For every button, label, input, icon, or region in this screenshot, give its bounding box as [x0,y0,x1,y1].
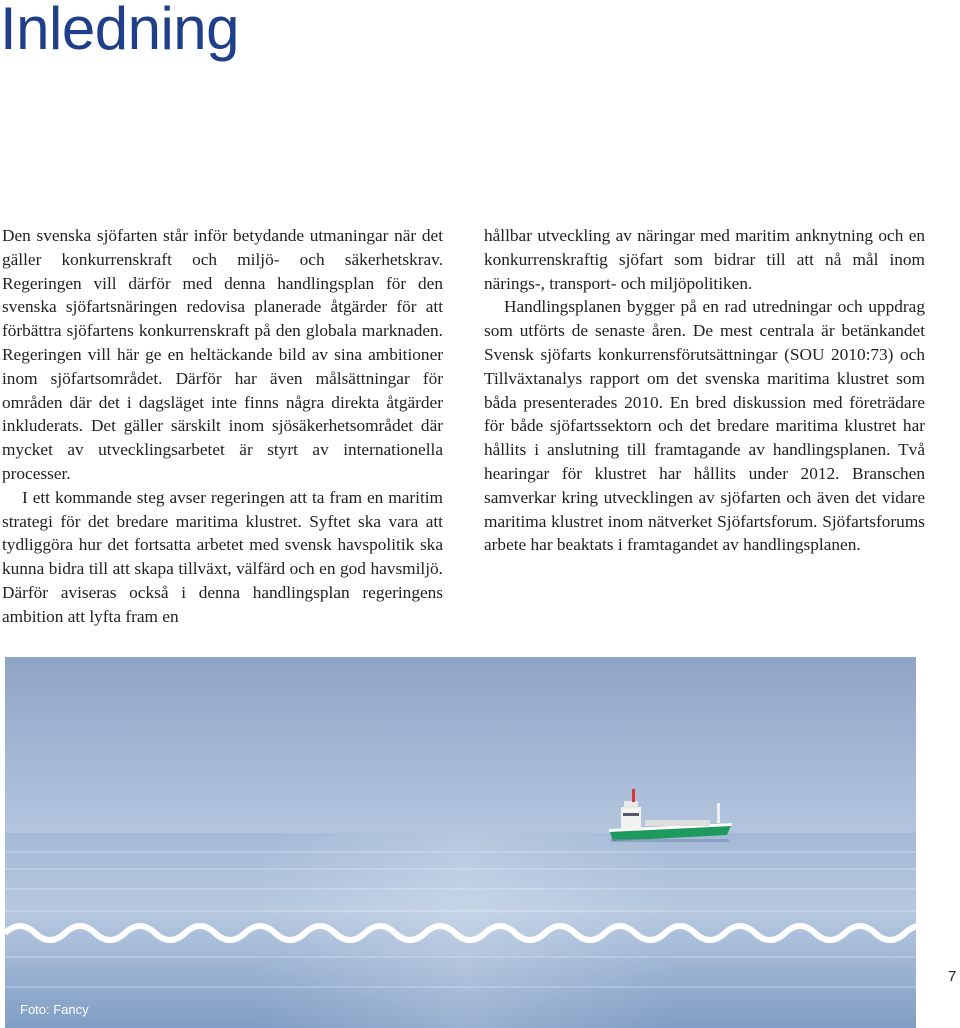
photo-credit: Foto: Fancy [20,1002,89,1017]
paragraph: Den svenska sjöfarten står inför betydande utmaningar när det gäller konkurrenskraft och miljö- och säkerhetskrav. Regeringen vill därför med denna handlingsplan för den svenska sjöfartsnäringen redovisa planerade åtgärder för att förbättra sjöfartens konkurrenskraft på den globala marknaden. Regeringen vill här ge en heltäckande bild av sina ambitioner inom sjöfartsområdet. Därför har även målsättningar för områden där det i dagsläget inte finns några direkta åtgärder inkluderats. Det gäller särskilt inom sjösäkerhetsområdet där mycket av utvecklingsarbetet är styrt av internationella processer. [2,226,443,483]
sea-ship-photo [5,657,916,1028]
left-text-column [2,224,443,629]
sky [5,657,916,833]
paragraph: Handlingsplanen bygger på en rad utredningar och uppdrag som utförts de senaste åren. De mest centrala är betänkandet Svensk sjöfarts konkurrensförutsättningar (SOU 2010:73) och Tillväxtanalys rapport om det svenska maritima klustret som båda presenterades 2010. En bred diskussion med företrädare för både sjöfartssektorn och det bredare maritima klustret har hållits i anslutning till framtagande av handlingsplanen. Två hearingar för klustret har hållits under 2012. Branschen samverkar kring utvecklingen av sjöfarten och även det vidare maritima klustret inom nätverket Sjöfartsforum. Sjöfartsforums arbete har beaktats i framtagandet av handlingsplanen. [484,297,925,555]
ship-at-sea-illustration [5,657,916,1028]
page-number: 7 [948,968,957,985]
paragraph: I ett kommande steg avser regeringen att ta fram en maritim strategi för det bredare maritima klustret. Syftet ska vara att tydliggöra hur det fortsatta arbetet med svensk havspolitik ska kunna bidra till att skapa tillväxt, välfärd och en god havsmiljö. Därför aviseras också i denna handlingsplan regeringens ambition att lyfta fram en [2,487,443,626]
paragraph: hållbar utveckling av näringar med maritim anknytning och en konkurrenskraftig sjöfart som bidrar till att nå mål inom närings-, transport- och miljöpolitiken. [484,226,925,293]
page-title: Inledning [0,0,240,62]
right-text-column [484,224,925,557]
